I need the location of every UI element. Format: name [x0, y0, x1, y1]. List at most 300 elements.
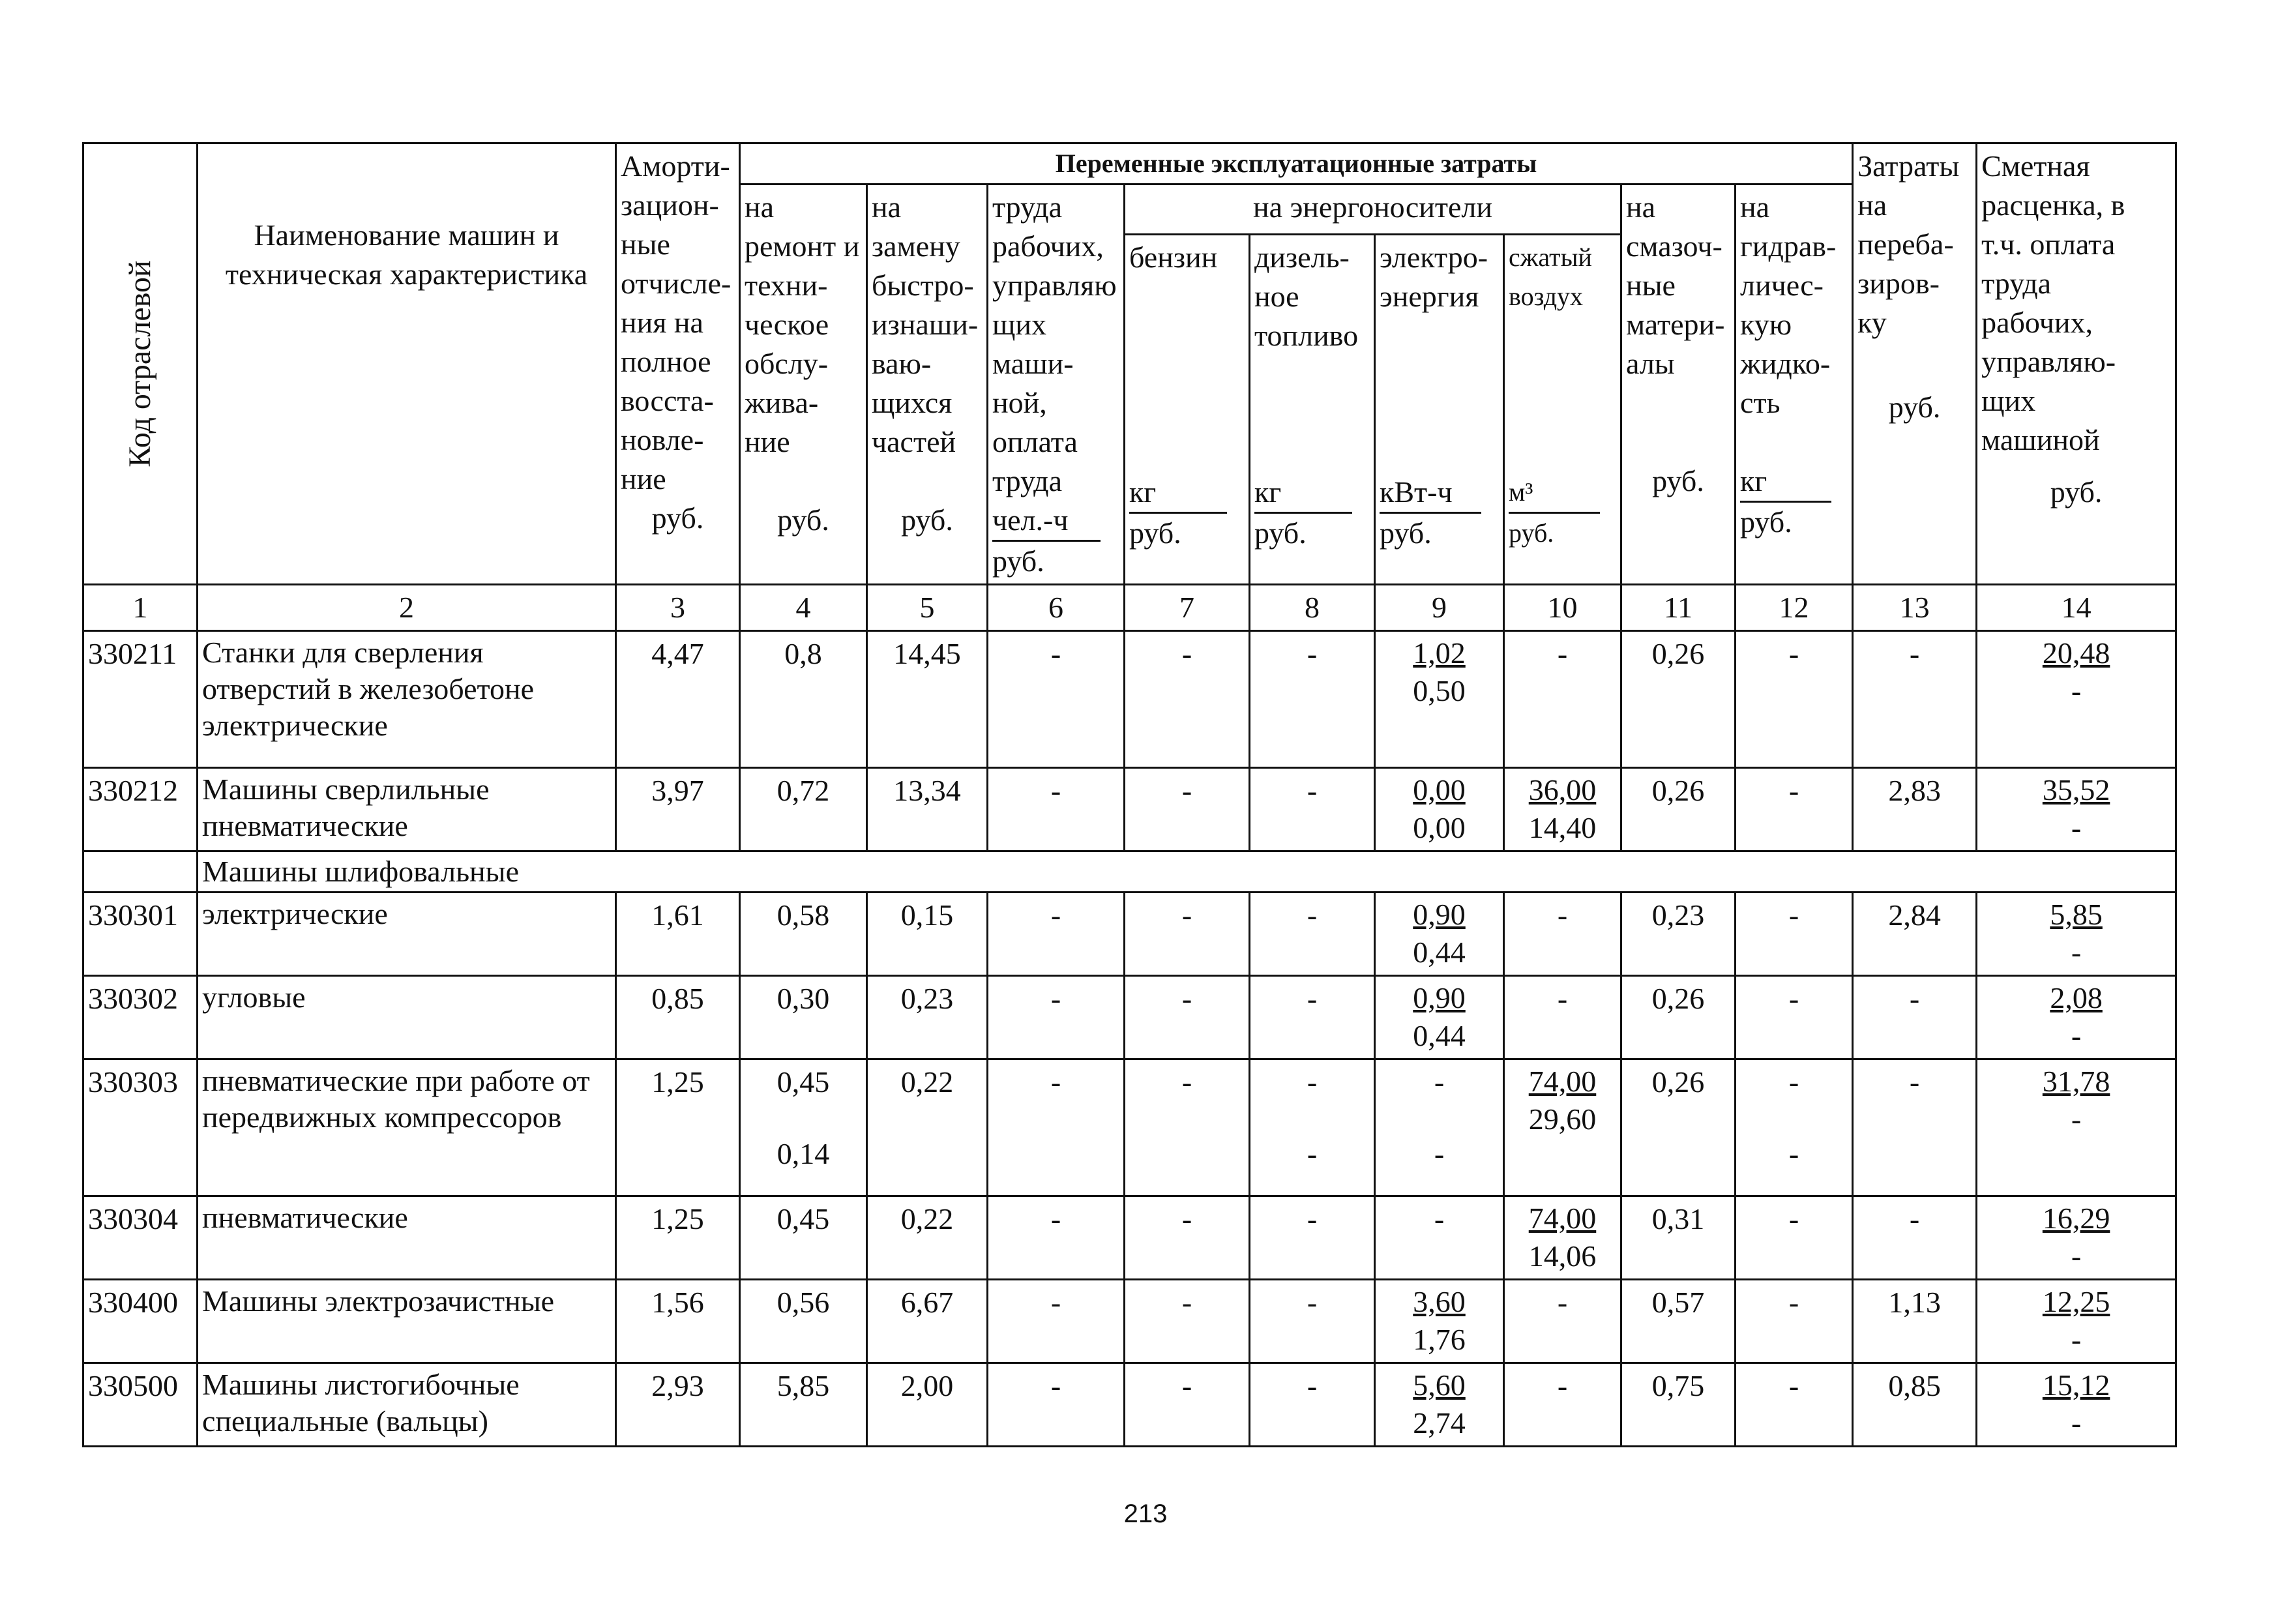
electric-value-top: 0,90 — [1413, 898, 1466, 931]
machine-name-line: Станки для сверления — [202, 636, 484, 669]
column-number: 10 — [1504, 585, 1621, 631]
amortization-value: 1,61 — [616, 893, 740, 976]
machine-name-line: отверстий в железобетоне — [202, 672, 535, 705]
labor-unit-bottom: руб. — [992, 544, 1044, 578]
transfer-value: - — [1853, 1196, 1977, 1280]
estimate-value — [1977, 1280, 2176, 1363]
transfer-value: 2,84 — [1853, 893, 1977, 976]
labor-value: - — [988, 1280, 1125, 1363]
repair-header-line: ние — [745, 425, 790, 458]
estimate-value — [1977, 1196, 2176, 1280]
hydraulic-line: личес- — [1740, 269, 1824, 302]
electric-value — [1375, 631, 1504, 768]
estimate-value-bottom: - — [2071, 1406, 2082, 1439]
estimate-value-top: 35,52 — [2042, 773, 2110, 806]
group-row — [83, 851, 2176, 893]
replace-value: 0,23 — [867, 976, 988, 1059]
air-line: воздух — [1509, 282, 1584, 312]
lubricants-value: 0,23 — [1621, 893, 1736, 976]
hydraulic-value: - — [1736, 1196, 1853, 1280]
petrol-header — [1125, 235, 1250, 585]
amortization-line: новле- — [621, 423, 704, 456]
estimate-value-bottom: - — [2071, 1323, 2082, 1356]
diesel-header-line: дизель- — [1254, 241, 1350, 274]
labor-header — [988, 185, 1125, 585]
transfer-line: на — [1857, 188, 1887, 222]
machine-name-line: Машины листогибочные — [202, 1368, 520, 1401]
lubricants-value: 0,31 — [1621, 1196, 1736, 1280]
air-value-fraction — [1529, 1063, 1597, 1138]
estimate-value-top: 20,48 — [2042, 636, 2110, 670]
amortization-header — [616, 143, 740, 585]
labor-value: - — [988, 631, 1125, 768]
code-column-label: Код отраслевой — [123, 260, 157, 467]
hydraulic-line: жидко- — [1740, 347, 1831, 380]
lubricants-value: 0,26 — [1621, 1059, 1736, 1196]
header-row-1 — [83, 143, 2176, 185]
machine-name-line: передвижных компрессоров — [202, 1100, 562, 1134]
replace-header-line: замену — [872, 229, 960, 263]
transfer-unit: руб. — [1888, 391, 1941, 424]
machine-name — [198, 768, 616, 851]
air-value: - — [1504, 1363, 1621, 1447]
air-value-fraction — [1529, 771, 1597, 847]
petrol-value: - — [1125, 1059, 1250, 1196]
diesel-header — [1250, 235, 1375, 585]
repair-header-line: ремонт и — [745, 229, 860, 263]
hydraulic-unit-top: кг — [1740, 462, 1831, 503]
replace-value: 0,22 — [867, 1196, 988, 1280]
amortization-value: 0,85 — [616, 976, 740, 1059]
diesel-header-spacer — [1254, 355, 1370, 473]
table-row — [83, 1196, 2176, 1280]
estimate-value-bottom: - — [2071, 1019, 2082, 1052]
transfer-value: 2,83 — [1853, 768, 1977, 851]
transfer-line: ку — [1857, 306, 1887, 339]
machine-rates-table — [82, 142, 2177, 1447]
machine-name-line: Машины сверлильные — [202, 773, 490, 806]
air-value: - — [1504, 631, 1621, 768]
replace-value: 13,34 — [867, 768, 988, 851]
electric-value-bottom: 0,50 — [1413, 674, 1466, 707]
replace-header-unit: руб. — [901, 503, 953, 537]
machine-name — [198, 976, 616, 1059]
amortization-value: 2,93 — [616, 1363, 740, 1447]
estimate-value — [1977, 768, 2176, 851]
estimate-value — [1977, 1363, 2176, 1447]
electric-value — [1375, 976, 1504, 1059]
lubricants-line: ные — [1626, 269, 1676, 302]
petrol-value: - — [1125, 1280, 1250, 1363]
labor-line: труда — [992, 464, 1062, 497]
air-header — [1504, 235, 1621, 585]
lubricants-unit: руб. — [1652, 464, 1704, 497]
air-value-fraction — [1529, 1200, 1597, 1275]
diesel-value: - — [1250, 1196, 1375, 1280]
air-value: - — [1504, 976, 1621, 1059]
hydraulic-spacer — [1740, 422, 1848, 462]
labor-line: рабочих, — [992, 229, 1104, 263]
diesel-value: - — [1250, 976, 1375, 1059]
estimate-value-top: 2,08 — [2050, 981, 2103, 1014]
amortization-line: ние — [621, 462, 666, 495]
air-value-top: 36,00 — [1528, 773, 1597, 806]
electric-value-bottom: 0,44 — [1413, 936, 1466, 969]
estimate-unit: руб. — [2050, 475, 2103, 509]
electric-header-line: энергия — [1380, 280, 1479, 314]
estimate-value-top: 16,29 — [2042, 1202, 2110, 1235]
estimate-value-bottom: - — [2071, 811, 2082, 844]
name-column-label: Наименование машин и техническая характеристика — [225, 218, 588, 291]
repair-value: 5,85 — [740, 1363, 867, 1447]
air-value — [1504, 768, 1621, 851]
hydraulic-line: сть — [1740, 386, 1781, 419]
machine-name-line: электрические — [202, 709, 388, 742]
electric-value: - — [1375, 1196, 1504, 1280]
labor-value: - — [988, 1059, 1125, 1196]
petrol-value: - — [1125, 1363, 1250, 1447]
diesel-header-unit-bottom: руб. — [1254, 516, 1307, 550]
petrol-value: - — [1125, 1196, 1250, 1280]
table-row — [83, 1363, 2176, 1447]
air-line: сжатый — [1509, 243, 1592, 273]
air-value — [1504, 1059, 1621, 1196]
machine-name — [198, 1280, 616, 1363]
diesel-value: - — [1250, 631, 1375, 768]
estimate-value-top: 15,12 — [2042, 1368, 2110, 1402]
machine-name — [198, 631, 616, 768]
machine-name-line: специальные (вальцы) — [202, 1404, 488, 1438]
machine-name-line: угловые — [202, 981, 306, 1014]
electric-value-fraction — [1413, 896, 1466, 971]
lubricants-value: 0,26 — [1621, 631, 1736, 768]
amortization-line: полное — [621, 345, 711, 378]
column-number: 12 — [1736, 585, 1853, 631]
repair-value: 0,30 — [740, 976, 867, 1059]
column-number-row — [83, 585, 2176, 631]
code-column-header — [83, 143, 198, 585]
hydraulic-unit-bottom: руб. — [1740, 505, 1792, 539]
electric-value-fraction — [1413, 1366, 1466, 1442]
air-value — [1504, 1196, 1621, 1280]
hydraulic-value: - — [1736, 976, 1853, 1059]
replace-header-line: частей — [872, 425, 956, 458]
estimate-value-bottom: - — [2071, 936, 2082, 969]
table-row — [83, 631, 2176, 768]
hydraulic-value: - — [1736, 631, 1853, 768]
replace-value: 6,67 — [867, 1280, 988, 1363]
amortization-line: зацион- — [621, 188, 719, 222]
page-number: 213 — [1123, 1499, 1168, 1528]
table-row — [83, 893, 2176, 976]
group-code-cell — [83, 851, 198, 893]
estimate-value-fraction — [2043, 771, 2110, 847]
air-value: - — [1504, 893, 1621, 976]
replace-value: 2,00 — [867, 1363, 988, 1447]
estimate-value — [1977, 976, 2176, 1059]
repair-header-line: жива- — [745, 386, 819, 419]
electric-value-top: 3,60 — [1413, 1285, 1466, 1318]
amortization-value: 1,25 — [616, 1196, 740, 1280]
diesel-header-line: топливо — [1254, 319, 1359, 353]
replace-value: 0,22 — [867, 1059, 988, 1196]
transfer-line: Затраты — [1857, 149, 1960, 183]
diesel-value-line: - — [1307, 1137, 1318, 1170]
electric-value-fraction — [1413, 1283, 1466, 1359]
replace-header — [867, 185, 988, 585]
estimate-value-fraction — [2043, 634, 2110, 710]
machine-name — [198, 1363, 616, 1447]
estimate-value-bottom: - — [2071, 674, 2082, 707]
transfer-value: - — [1853, 631, 1977, 768]
hydraulic-value-line: - — [1788, 1065, 1799, 1099]
electric-value-top: 0,90 — [1413, 981, 1466, 1014]
column-number: 7 — [1125, 585, 1250, 631]
lubricants-value: 0,75 — [1621, 1363, 1736, 1447]
hydraulic-value-line: - — [1788, 1137, 1799, 1170]
machine-name-line: Машины электрозачистные — [202, 1284, 555, 1318]
petrol-spacer — [1129, 277, 1245, 473]
air-value-top: 74,00 — [1528, 1202, 1597, 1235]
electric-header-line: электро- — [1380, 241, 1488, 274]
lubricants-line: матери- — [1626, 308, 1725, 341]
estimate-value-fraction — [2043, 1366, 2110, 1442]
table-row — [83, 1280, 2176, 1363]
estimate-value-top: 12,25 — [2042, 1285, 2110, 1318]
machine-name-line: пневматические — [202, 1201, 408, 1234]
name-column-header — [198, 143, 616, 585]
column-number: 4 — [740, 585, 867, 631]
amortization-line: ные — [621, 228, 670, 261]
electric-value-bottom: 2,74 — [1413, 1406, 1466, 1439]
estimate-line: щих — [1981, 384, 2036, 417]
electric-value-fraction — [1413, 771, 1466, 847]
machine-code: 330400 — [83, 1280, 198, 1363]
column-number: 3 — [616, 585, 740, 631]
replace-value: 14,45 — [867, 631, 988, 768]
repair-value: 0,45 — [740, 1196, 867, 1280]
electric-value — [1375, 893, 1504, 976]
estimate-value-fraction — [2050, 896, 2103, 971]
amortization-line: ния на — [621, 306, 703, 339]
electric-value — [1375, 768, 1504, 851]
electric-header-unit-top: кВт-ч — [1380, 473, 1481, 514]
petrol-value: - — [1125, 631, 1250, 768]
labor-line: ной, — [992, 386, 1047, 419]
machine-code: 330301 — [83, 893, 198, 976]
repair-header-line: техни- — [745, 269, 828, 302]
labor-value: - — [988, 1363, 1125, 1447]
labor-value: - — [988, 1196, 1125, 1280]
hydraulic-value: - — [1736, 768, 1853, 851]
amortization-line: Аморти- — [621, 149, 730, 183]
hydraulic-value: - — [1736, 1363, 1853, 1447]
electric-value-bottom: 0,44 — [1413, 1019, 1466, 1052]
estimate-line: машиной — [1981, 423, 2100, 456]
machine-code: 330500 — [83, 1363, 198, 1447]
lubricants-value: 0,26 — [1621, 976, 1736, 1059]
labor-line: оплата — [992, 425, 1078, 458]
amortization-value: 1,56 — [616, 1280, 740, 1363]
estimate-value-top: 5,85 — [2050, 898, 2103, 931]
repair-value: 0,58 — [740, 893, 867, 976]
machine-name-line: пневматические при работе от — [202, 1064, 590, 1097]
amortization-value: 4,47 — [616, 631, 740, 768]
hydraulic-value — [1736, 1059, 1853, 1196]
transfer-value: 1,13 — [1853, 1280, 1977, 1363]
transfer-line: переба- — [1857, 228, 1954, 261]
estimate-line: рабочих, — [1981, 306, 2093, 339]
petrol-unit-bottom: руб. — [1129, 516, 1181, 550]
electric-value — [1375, 1280, 1504, 1363]
variable-costs-header: Переменные эксплуатационные затраты — [740, 143, 1853, 185]
repair-header-line: на — [745, 190, 775, 224]
estimate-value-bottom: - — [2071, 1102, 2082, 1136]
air-value: - — [1504, 1280, 1621, 1363]
hydraulic-line: на — [1740, 190, 1770, 224]
machine-code: 330304 — [83, 1196, 198, 1280]
machine-code: 330211 — [83, 631, 198, 768]
estimate-line: т.ч. оплата — [1981, 228, 2116, 261]
column-number: 6 — [988, 585, 1125, 631]
labor-value: - — [988, 768, 1125, 851]
diesel-value-line: - — [1307, 1065, 1318, 1099]
diesel-value: - — [1250, 893, 1375, 976]
air-value-top: 74,00 — [1528, 1065, 1597, 1098]
electric-value — [1375, 1059, 1504, 1196]
lubricants-line: смазоч- — [1626, 229, 1722, 263]
amortization-line: отчисле- — [621, 267, 732, 300]
lubricants-header — [1621, 185, 1736, 585]
electric-value-top: 0,00 — [1413, 773, 1466, 806]
machine-name — [198, 1196, 616, 1280]
diesel-value: - — [1250, 1363, 1375, 1447]
estimate-line: расценка, в — [1981, 188, 2125, 222]
air-value-bottom: 14,40 — [1528, 811, 1597, 844]
table-row — [83, 768, 2176, 851]
repair-header-line: ческое — [745, 308, 829, 341]
air-unit-top: м³ — [1509, 473, 1600, 514]
estimate-value-bottom: - — [2071, 1239, 2082, 1273]
replace-header-line: на — [872, 190, 902, 224]
repair-value: 0,56 — [740, 1280, 867, 1363]
estimate-line: управляю- — [1981, 345, 2116, 378]
air-value-bottom: 14,06 — [1528, 1239, 1597, 1273]
electric-value-bottom: 1,76 — [1413, 1323, 1466, 1356]
estimate-value — [1977, 1059, 2176, 1196]
petrol-label: бензин — [1129, 241, 1218, 274]
machine-code: 330212 — [83, 768, 198, 851]
lubricants-line: алы — [1626, 347, 1675, 380]
lubricants-value: 0,26 — [1621, 768, 1736, 851]
electric-header-spacer — [1380, 316, 1499, 473]
estimate-value — [1977, 893, 2176, 976]
repair-value-line: 0,14 — [776, 1137, 830, 1170]
column-number: 13 — [1853, 585, 1977, 631]
hydraulic-line: кую — [1740, 308, 1792, 341]
transfer-value: - — [1853, 1059, 1977, 1196]
repair-value: 0,8 — [740, 631, 867, 768]
labor-line: маши- — [992, 347, 1074, 380]
column-number: 5 — [867, 585, 988, 631]
labor-line: труда — [992, 190, 1062, 224]
energy-header: на энергоносители — [1125, 185, 1621, 235]
estimate-line: труда — [1981, 267, 2052, 300]
column-number: 14 — [1977, 585, 2176, 631]
hydraulic-header — [1736, 185, 1853, 585]
lubricants-value: 0,57 — [1621, 1280, 1736, 1363]
air-unit-bottom: руб. — [1509, 518, 1554, 548]
group-title: Машины шлифовальные — [198, 851, 2176, 893]
machine-name-line: электрические — [202, 897, 388, 930]
labor-line: щих — [992, 308, 1047, 341]
air-spacer — [1509, 316, 1616, 473]
labor-value: - — [988, 893, 1125, 976]
electric-value-line: - — [1434, 1065, 1445, 1099]
column-number: 1 — [83, 585, 198, 631]
table-row — [83, 976, 2176, 1059]
hydraulic-value: - — [1736, 1280, 1853, 1363]
hydraulic-line: гидрав- — [1740, 229, 1837, 263]
labor-value: - — [988, 976, 1125, 1059]
amortization-line: восста- — [621, 384, 714, 417]
machine-name — [198, 893, 616, 976]
estimate-value-fraction — [2050, 979, 2103, 1055]
replace-header-line: ваю- — [872, 347, 932, 380]
labor-line: управляю — [992, 269, 1117, 302]
machine-code: 330303 — [83, 1059, 198, 1196]
amortization-value: 1,25 — [616, 1059, 740, 1196]
repair-value: 0,72 — [740, 768, 867, 851]
transfer-value: 0,85 — [1853, 1363, 1977, 1447]
estimate-header — [1977, 143, 2176, 585]
diesel-value: - — [1250, 1280, 1375, 1363]
electric-value-top: 5,60 — [1413, 1368, 1466, 1402]
petrol-value: - — [1125, 768, 1250, 851]
repair-value — [740, 1059, 867, 1196]
rates-table-sheet — [82, 142, 2175, 1447]
electric-value-bottom: 0,00 — [1413, 811, 1466, 844]
repair-value-line: 0,45 — [776, 1065, 830, 1099]
machine-name — [198, 1059, 616, 1196]
estimate-value-fraction — [2043, 1063, 2110, 1138]
repair-header-unit: руб. — [777, 503, 829, 537]
petrol-value: - — [1125, 893, 1250, 976]
replace-value: 0,15 — [867, 893, 988, 976]
petrol-value: - — [1125, 976, 1250, 1059]
estimate-value-top: 31,78 — [2042, 1065, 2110, 1098]
electric-value-fraction — [1413, 634, 1466, 710]
machine-name-line: пневматические — [202, 809, 408, 842]
electric-value-top: 1,02 — [1413, 636, 1466, 670]
column-number: 2 — [198, 585, 616, 631]
amortization-value: 3,97 — [616, 768, 740, 851]
diesel-header-line: ное — [1254, 280, 1299, 314]
amortization-unit: руб. — [651, 501, 704, 535]
lubricants-line: на — [1626, 190, 1656, 224]
estimate-value-fraction — [2043, 1283, 2110, 1359]
replace-header-line: щихся — [872, 386, 953, 419]
column-number: 9 — [1375, 585, 1504, 631]
electric-value-line: - — [1434, 1137, 1445, 1170]
transfer-value: - — [1853, 976, 1977, 1059]
electric-value-fraction — [1413, 979, 1466, 1055]
column-number: 11 — [1621, 585, 1736, 631]
air-value-bottom: 29,60 — [1528, 1102, 1597, 1136]
labor-unit-top: чел.-ч — [992, 501, 1101, 542]
hydraulic-value: - — [1736, 893, 1853, 976]
replace-header-line: быстро- — [872, 269, 974, 302]
